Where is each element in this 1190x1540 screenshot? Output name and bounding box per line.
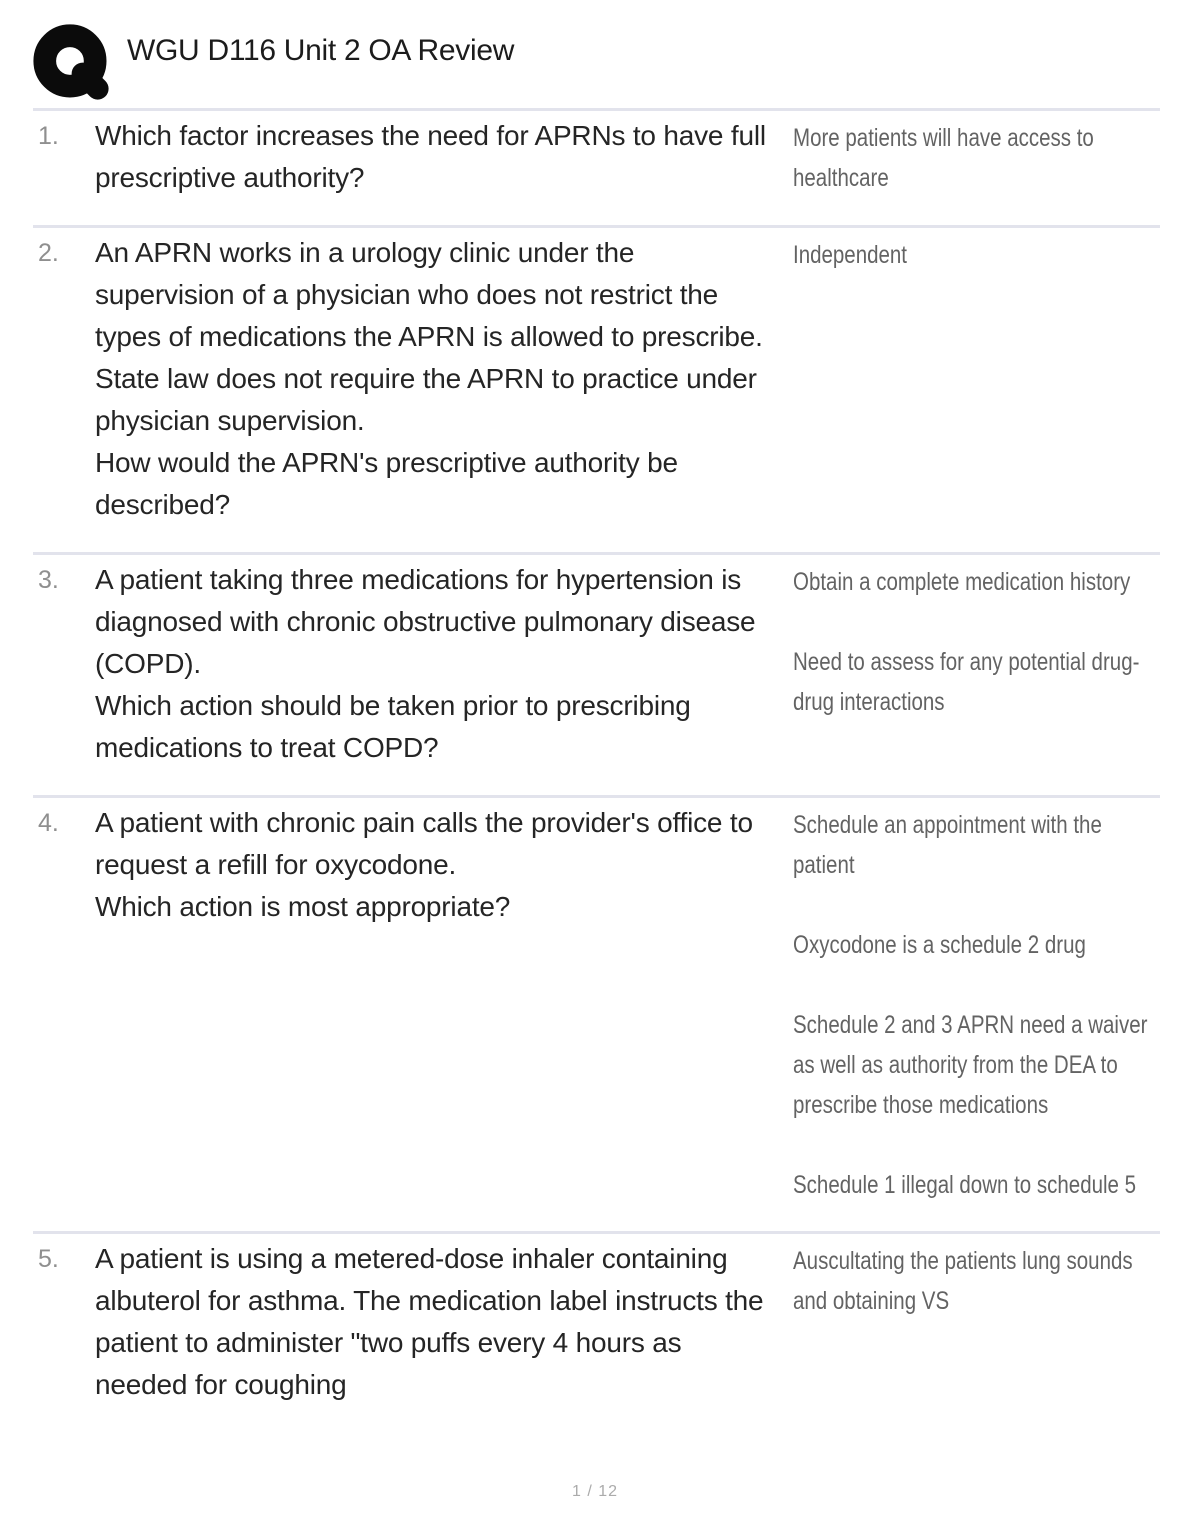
question-line: Which action is most appropriate?: [95, 891, 511, 922]
card-number: 5.: [38, 1245, 59, 1273]
question-line: How would the APRN's prescriptive authority be described?: [95, 447, 678, 520]
question-line: A patient is using a metered-dose inhaler containing albuterol for asthma. The medication label instructs the patient to administer "two puffs every 4 hours as needed for coughing: [95, 1243, 764, 1400]
answer-paragraph: Schedule 2 and 3 APRN need a waiver as well as authority from the DEA to prescribe those medications: [793, 1011, 1148, 1119]
card-row: [33, 798, 1160, 1234]
card-answer: [789, 802, 1160, 1205]
card-question-text: [95, 232, 789, 526]
card-answer-text: [793, 118, 1160, 198]
answer-paragraph: Independent: [793, 241, 908, 269]
page-header: [33, 0, 1160, 111]
card-number: 4.: [38, 809, 59, 837]
card-list: [0, 111, 1190, 1432]
card-answer: [789, 559, 1160, 769]
answer-paragraph: Obtain a complete medication history: [793, 568, 1131, 596]
set-title: WGU D116 Unit 2 OA Review: [127, 34, 515, 67]
card-row: [33, 111, 1160, 228]
card-row: [33, 555, 1160, 798]
card-answer: [789, 115, 1160, 199]
card-question-text: [95, 1238, 789, 1406]
question-line: Which factor increases the need for APRNs to have full prescriptive authority?: [95, 120, 766, 193]
card-row: [33, 1234, 1160, 1432]
card-answer-text: [793, 1241, 1160, 1321]
question-line: A patient taking three medications for hypertension is diagnosed with chronic obstructive pulmonary disease (COPD).: [95, 564, 756, 679]
answer-paragraph: Need to assess for any potential drug-drug interactions: [793, 648, 1140, 716]
card-answer: [789, 1238, 1160, 1406]
question-line: Which action should be taken prior to prescribing medications to treat COPD?: [95, 690, 691, 763]
answer-paragraph: More patients will have access to healthcare: [793, 124, 1094, 192]
card-number: 3.: [38, 566, 59, 594]
card-answer-text: [793, 805, 1160, 1205]
answer-paragraph: Schedule an appointment with the patient: [793, 811, 1102, 879]
card-question-text: [95, 115, 789, 199]
answer-paragraph: Oxycodone is a schedule 2 drug: [793, 931, 1086, 959]
card-row: [33, 228, 1160, 555]
answer-paragraph: Schedule 1 illegal down to schedule 5: [793, 1171, 1137, 1199]
card-question-text: [95, 559, 789, 769]
quizlet-q-logo-icon: [33, 24, 117, 108]
page-number-indicator: 1 / 12: [571, 1483, 619, 1500]
card-answer-text: [793, 562, 1160, 722]
answer-paragraph: Auscultating the patients lung sounds and obtaining VS: [793, 1247, 1133, 1315]
card-answer-text: [793, 235, 1160, 275]
question-line: A patient with chronic pain calls the provider's office to request a refill for oxycodone.: [95, 807, 753, 880]
card-number: 1.: [38, 122, 59, 150]
card-answer: [789, 232, 1160, 526]
card-number: 2.: [38, 239, 59, 267]
question-line: An APRN works in a urology clinic under the supervision of a physician who does not restrict the types of medications the APRN is allowed to prescribe. State law does not require the APRN to practice under physician supervision.: [95, 237, 763, 436]
card-question-text: [95, 802, 789, 1205]
